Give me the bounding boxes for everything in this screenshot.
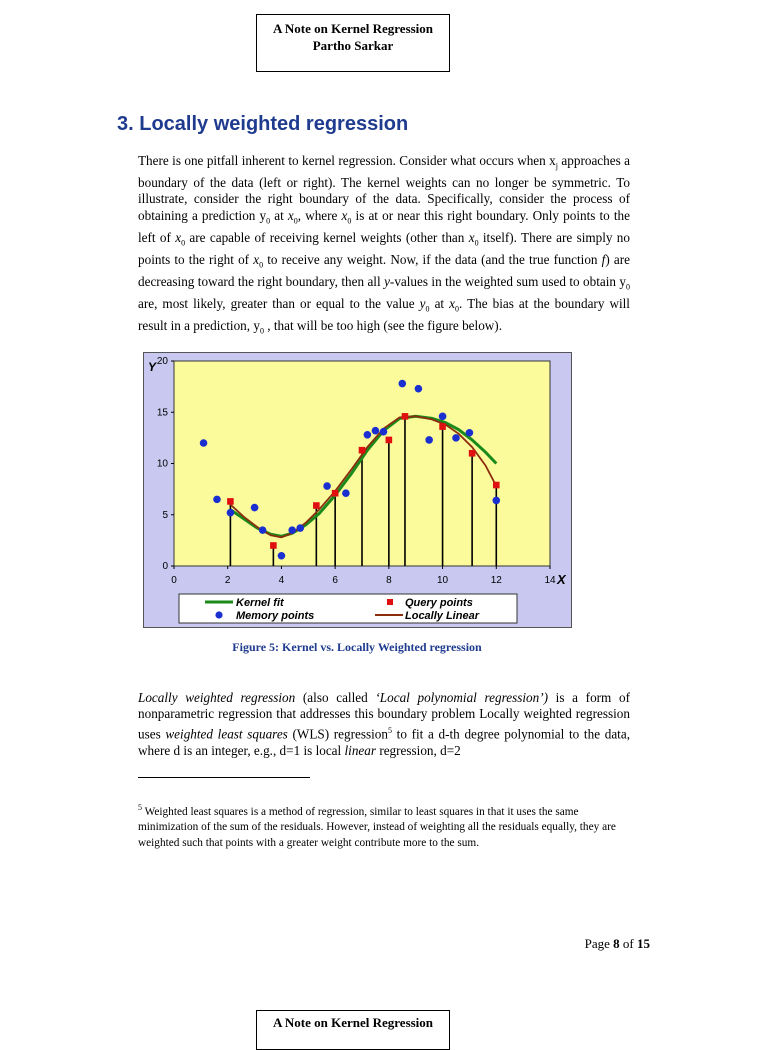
x-axis-label: X	[557, 572, 566, 587]
query-point	[386, 437, 393, 444]
x-tick-label: 8	[386, 575, 392, 586]
footnote-ref[interactable]: 5	[387, 725, 392, 735]
memory-point	[213, 496, 221, 504]
running-header	[256, 14, 450, 72]
header-title: A Note on Kernel Regression	[272, 21, 434, 36]
x-tick-label: 6	[332, 575, 338, 586]
running-header-next-page	[256, 1010, 450, 1050]
x-tick-label: 10	[437, 575, 449, 586]
query-point	[469, 450, 476, 457]
memory-point	[452, 434, 460, 442]
memory-point	[466, 429, 474, 437]
memory-point	[415, 385, 423, 393]
query-point	[227, 498, 234, 505]
footnote-divider	[138, 777, 310, 778]
memory-point	[398, 380, 406, 388]
memory-point	[323, 482, 331, 490]
body-paragraph-2: Locally weighted regression (also called ‘Local polynomial regression’) is a form of nonparametric regression that addresses this boundary problem Locally weighted regression uses weighted least squares (WLS) regression$^5$ to fit a d-th degree polynomial to the data, where d is an integer, e.g., d=1 is local linear regression, d=2	[138, 690, 630, 758]
memory-point	[425, 436, 433, 444]
chart-svg	[143, 352, 572, 628]
memory-point	[227, 509, 235, 517]
query-point	[270, 542, 277, 549]
memory-point	[251, 504, 259, 512]
legend-memory-swatch	[215, 611, 222, 618]
query-point	[493, 482, 500, 489]
query-point	[439, 423, 446, 430]
y-tick-label: 5	[162, 509, 168, 521]
memory-point	[492, 497, 500, 505]
x-tick-label: 4	[278, 575, 285, 586]
header-title-next: A Note on Kernel Regression	[272, 1015, 434, 1030]
legend-query-swatch	[387, 599, 393, 605]
section-title: 3. Locally weighted regression	[117, 113, 409, 135]
legend-locally-linear-label: Locally Linear	[405, 610, 479, 622]
body-paragraph-1: There is one pitfall inherent to kernel regression. Consider what occurs when $x_j$ approaches a boundary of the data (left or right). The kernel weights can no longer be symmetric. To illustrate, consider the right boundary of the data. Specifically, consider the process of obtaining a prediction $y_0$ at $x_0$, where $x_0$ is at or near this right boundary. Only points to the left of $x_0$ are capable of receiving kernel weights (other than $x_0$ itself). There are simply no points to the right of $x_0$ to receive any weight. Now, if the data (and the true function f) are decreasing toward the right boundary, then all y-values in the weighted sum used to obtain $y_0$ are, most likely, greater than or equal to the value $y_0$ at $x_0$. The bias at the boundary will result in a prediction, $y_0$ , that will be too high (see the figure below).	[138, 153, 631, 336]
x-tick-label: 14	[544, 575, 556, 586]
y-axis-label: Y	[148, 360, 157, 374]
x-tick-label: 0	[171, 575, 177, 586]
y-tick-label: 20	[156, 356, 168, 367]
memory-point	[278, 552, 286, 560]
legend-query-label: Query points	[405, 597, 473, 609]
header-author: Partho Sarkar	[312, 38, 394, 53]
memory-point	[380, 428, 388, 436]
memory-point	[342, 489, 350, 497]
query-point	[332, 490, 339, 497]
x-tick-label: 2	[224, 575, 231, 586]
x-tick-label: 12	[490, 575, 502, 586]
y-tick-label: 10	[156, 458, 168, 470]
memory-point	[200, 439, 208, 447]
memory-point	[288, 526, 296, 534]
footnote: $^5$ Weighted least squares is a method of regression, similar to least squares in that it uses the same minimization of the sum of the residuals. However, instead of weighting all the residuals equally, they are weighted such that points with a greater weight contribute more to the sum.	[138, 803, 616, 849]
y-tick-label: 0	[162, 561, 168, 572]
figure-chart	[143, 352, 572, 628]
memory-point	[259, 526, 267, 534]
memory-point	[296, 524, 304, 532]
legend-kernel-fit-label: Kernel fit	[236, 597, 284, 609]
legend-memory-label: Memory points	[236, 610, 315, 622]
memory-point	[364, 431, 372, 439]
memory-point	[372, 427, 380, 435]
query-point	[359, 447, 366, 454]
query-point	[313, 502, 320, 509]
page-number: Page 8 of 15	[584, 936, 650, 951]
figure-caption: Figure 5: Kernel vs. Locally Weighted regression	[232, 640, 482, 654]
y-tick-label: 15	[156, 407, 168, 419]
memory-point	[439, 413, 447, 421]
query-point	[402, 413, 409, 420]
